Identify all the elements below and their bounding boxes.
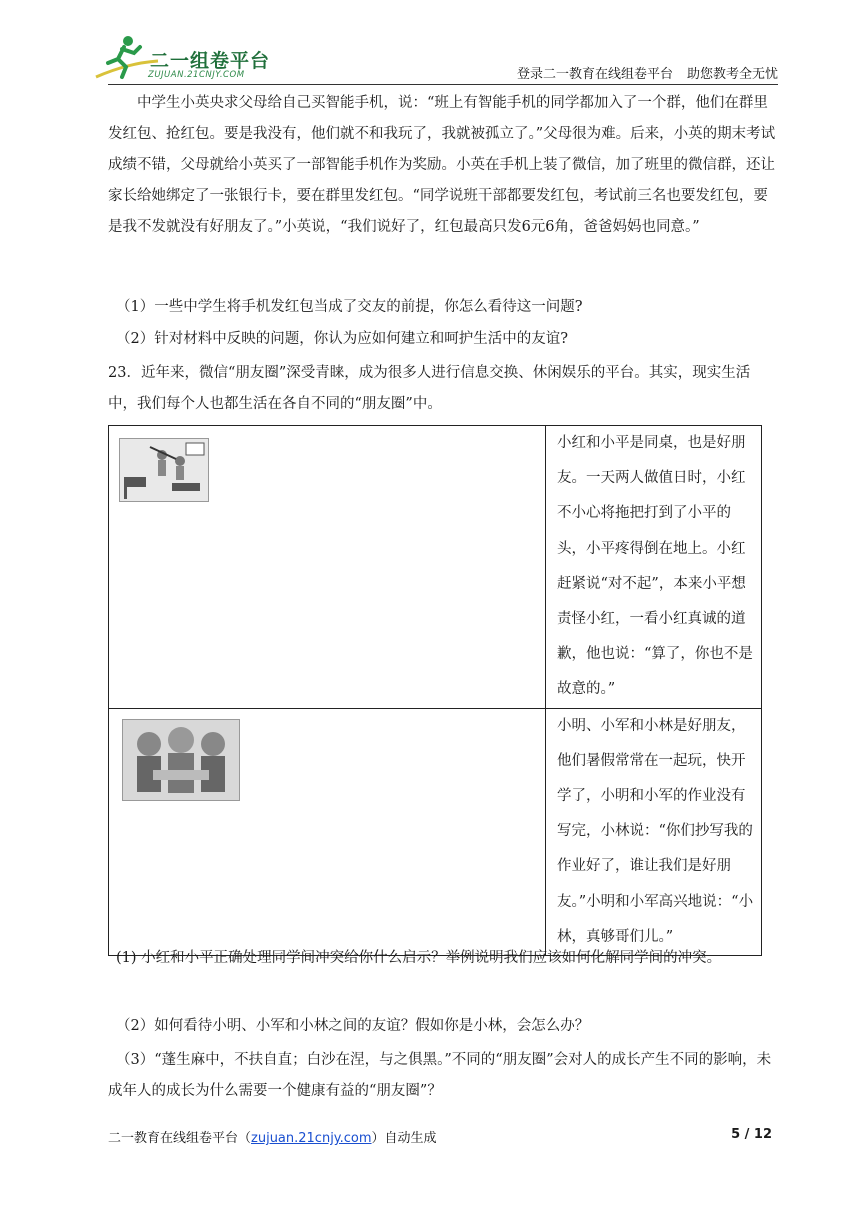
- footer-link[interactable]: zujuan.21cnjy.com: [251, 1131, 372, 1146]
- case-1-text: 小红和小平是同桌，也是好朋友。一天两人做值日时，小红不小心将拖把打到了小平的头，小平疼得倒在地上。小红赶紧说“对不起”，本来小平想责怪小红，一看小红真诚的道歉，他也说：“算了，你也不是故意的。”: [546, 426, 762, 709]
- slogan-login[interactable]: 登录二一教育在线组卷平台: [516, 67, 673, 82]
- header-divider: [108, 84, 778, 85]
- q23-subquestion-1: (1) 小红和小平正确处理同学间冲突给你什么启示？举例说明我们应该如何化解同学间的冲突。: [116, 950, 722, 966]
- case-image-cell: [109, 708, 546, 955]
- logo-title: 二一组卷平台: [150, 50, 271, 72]
- footer-prefix: 二一教育在线组卷平台（: [108, 1131, 252, 1146]
- case-image-cell: [109, 426, 546, 709]
- case-table: [108, 425, 762, 956]
- q23-subquestion-2: （2）如何看待小明、小军和小林之间的友谊？假如你是小林，会怎么办？: [116, 1018, 590, 1034]
- classroom-cleaning-illustration: [119, 438, 209, 502]
- case-row: [109, 708, 762, 955]
- three-friends-illustration: [122, 719, 240, 801]
- page-number: 5 / 12: [731, 1127, 772, 1142]
- q23-stem: 23．近年来，微信“朋友圈”深受青睐，成为很多人进行信息交换、休闲娱乐的平台。其实，现实生活中，我们每个人也都生活在各自不同的“朋友圈”中。: [108, 365, 751, 412]
- material-question-2: （2）针对材料中反映的问题，你认为应如何建立和呵护生活中的友谊?: [116, 331, 568, 347]
- header-slogan: [517, 63, 778, 82]
- case-2-text: 小明、小军和小林是好朋友，他们暑假常常在一起玩，快开学了，小明和小军的作业没有写完，小林说：“你们抄写我的作业好了，谁让我们是好朋友。”小明和小军高兴地说：“小林，真够哥们儿。”: [546, 708, 762, 955]
- footer-source: [108, 1127, 437, 1146]
- q23-subquestion-3: （3）“蓬生麻中，不扶自直；白沙在涅，与之俱黑。”不同的“朋友圈”会对人的成长产生不同的影响，未成年人的成长为什么需要一个健康有益的“朋友圈”？: [108, 1052, 772, 1099]
- slogan-tagline: 助您教考全无忧: [686, 67, 778, 82]
- material-question-1: （1）一些中学生将手机发红包当成了交友的前提，你怎么看待这一问题?: [116, 299, 583, 315]
- footer-suffix: ）自动生成: [371, 1131, 437, 1146]
- logo-subtitle: ZUJUAN.21CNJY.COM: [148, 70, 245, 80]
- case-row: [109, 426, 762, 709]
- material-paragraph: 中学生小英央求父母给自己买智能手机，说：“班上有智能手机的同学都加入了一个群，他们在群里发红包、抢红包。要是我没有，他们就不和我玩了，我就被孤立了。”父母很为难。后来，小英的期末考试成绩不错，父母就给小英买了一部智能手机作为奖励。小英在手机上装了微信，加了班里的微信群，还让家长给她绑定了一张银行卡，要在群里发红包。“同学说班干部都要发红包，考试前三名也要发红包，要是我不发就没有好朋友了。”小英说，“我们说好了，红包最高只发6元6角，爸爸妈妈也同意。”: [108, 95, 776, 235]
